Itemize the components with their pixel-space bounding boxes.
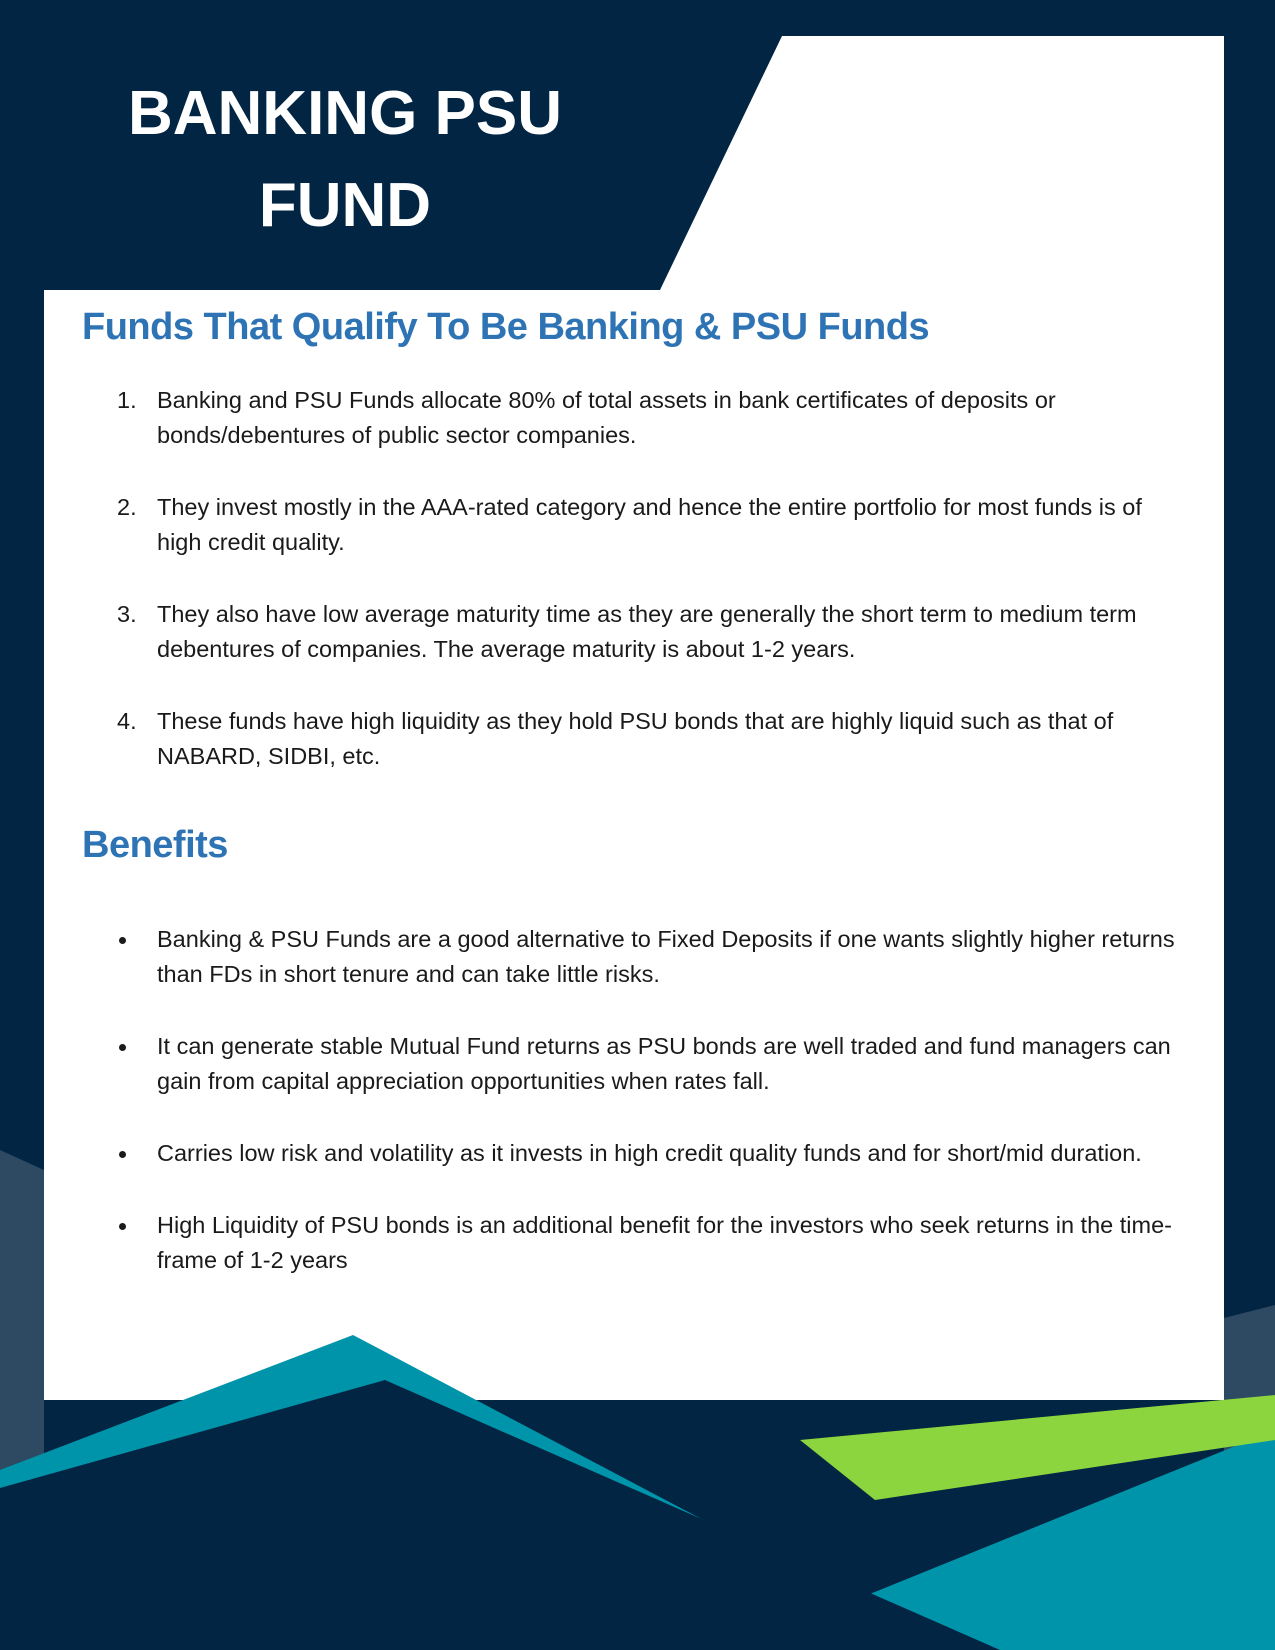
bullet-icon [119, 937, 126, 944]
list-number: 1. [117, 387, 137, 413]
list-item-text: These funds have high liquidity as they hold PSU bonds that are highly liquid such as that of NABARD, SIDBI, etc. [157, 708, 1114, 769]
document-body [82, 300, 1192, 1315]
list-item [82, 490, 1192, 560]
bullet-icon [119, 1223, 126, 1230]
list-item-text: High Liquidity of PSU bonds is an additional benefit for the investors who seek returns in the time-frame of 1-2 years [157, 1212, 1172, 1273]
title-line-1: BANKING PSU [127, 79, 563, 148]
list-number: 4. [117, 708, 137, 734]
benefits-heading: Benefits [82, 824, 228, 866]
list-item-text: Banking and PSU Funds allocate 80% of total assets in bank certificates of deposits or bonds/debentures of public sector companies. [157, 387, 1056, 448]
list-item-text: It can generate stable Mutual Fund returns as PSU bonds are well traded and fund managers can gain from capital appreciation opportunities when rates fall. [157, 1033, 1171, 1094]
list-item-text: Banking & PSU Funds are a good alternative to Fixed Deposits if one wants slightly higher returns than FDs in short tenure and can take little risks. [157, 926, 1175, 987]
list-item [82, 1208, 1192, 1278]
list-item-text: Carries low risk and volatility as it invests in high credit quality funds and for short/mid duration. [157, 1140, 1142, 1166]
list-item-text: They also have low average maturity time as they are generally the short term to medium term debentures of companies. The average maturity is about 1-2 years. [157, 601, 1137, 662]
list-item [82, 922, 1192, 992]
list-item [82, 1136, 1192, 1171]
page-title [110, 68, 580, 252]
list-item-text: They invest mostly in the AAA-rated category and hence the entire portfolio for most funds is of high credit quality. [157, 494, 1142, 555]
bullet-icon [119, 1151, 126, 1158]
qualify-list [82, 383, 1192, 774]
list-item [82, 383, 1192, 453]
bullet-icon [119, 1044, 126, 1051]
list-number: 2. [117, 494, 137, 520]
title-line-2: FUND [258, 171, 432, 240]
list-item [82, 704, 1192, 774]
qualify-heading: Funds That Qualify To Be Banking & PSU Funds [82, 306, 930, 348]
list-number: 3. [117, 601, 137, 627]
list-item [82, 597, 1192, 667]
list-item [82, 1029, 1192, 1099]
benefits-list [82, 922, 1192, 1278]
